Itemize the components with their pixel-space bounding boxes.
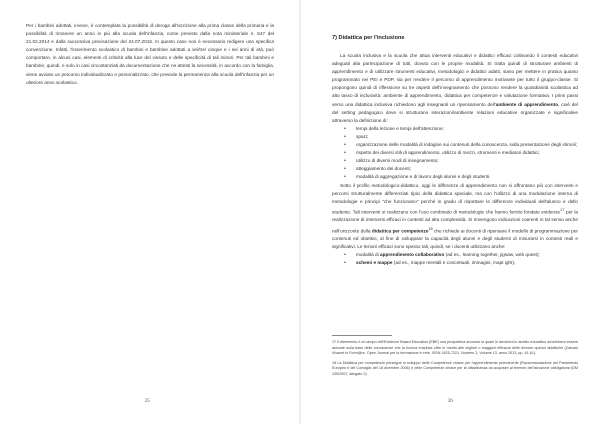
list-item: • organizzazione delle modalità di indagine sui contenuti della conoscenza, sulla presentazione degli stimoli; — [344, 141, 578, 149]
intro-text-1: La scuola inclusiva e la scuola che attua interventi educativi e didattici efficaci coltivando il contesti educativi adeguati alla partecipazione di tutti, dovuto con le proprie modalità. Si tratta quindi di strutturare ambienti di apprendimento e di utilizzare strumenti educativi, metodologici e didattici adatti, siano per mettere in pratica quanto programmato nei PEI e PDP, sia per rendere il percorso di apprendimento motivante per tutto il gruppo-classe. Si propongono quindi di riflessione su tre aspetti dell'insegnamento che possono rendere la quotidianità scolastica ad alto tasso di inclusività: ambiente di apprendimento, didattica per competenze e valutazione formativa. I primi passi verso una didattica inclusiva richiedono agli insegnanti un ripensamento dell' — [332, 53, 578, 107]
footnote-ref-17: 17 — [560, 206, 565, 212]
footnote-divider — [332, 335, 392, 336]
para2-text-2: per la realizzazione di interventi efficaci in contesti ad alta complessità. Si rinvengono indicazioni coerenti in tal senso anche nell'orizzonte della — [332, 209, 578, 234]
left-page-number: 25 — [145, 399, 150, 404]
list-item: • rispetto dei diversi stili di apprendimento, utilizzo di mezzi, strumenti e mediatori didattici; — [344, 149, 578, 157]
methodology-paragraph — [332, 182, 578, 252]
para2-text-1: Sotto il profilo metodologico-didattico, oggi le differenze di apprendimento non si affrontano più con interventi e percorsi strutturalmente differenziati tipici della didattica speciale, ma con l'utilizzo di una modulazione interna di metodologie e principi "che funzionano" perché in grado di rispettare le differenze individuali dell'alunno e dello studente. Tali interventi si realizzano con l'uso combinato di metodologie che hanno fornito fondate evidenze — [332, 182, 578, 215]
list-item — [344, 259, 578, 267]
intro-text-2: , cioè del del setting pedagogico dove si strutturano interazioni/ambiente relazioni educative organizzate e significative attraverso la definizione di: — [332, 101, 578, 123]
footnotes — [332, 340, 578, 382]
list-item — [344, 251, 578, 259]
footnote-17: 17 Il riferimento è al campo dell'Evidence Based Education (EBE) una prospettiva secondo la quale le decisioni in ambito educativo dovrebbero essere assunte sulla base delle conoscenze che la ricerca empirica offre in merito alle migliori o maggiori efficacia delle diverse opzioni didattiche (Calvani Vivanet in Form@re. Open Journal per la formazione in rete, ISSN 1825-7321, Numero 2, Volume 13, anno 2013, pp. 41-61). — [332, 340, 578, 356]
left-paragraph: Per i bambini adottati, invece, è contemplata la possibilità di deroga all'iscrizione alla prima classe della primaria e la possibilità di rimanere un anno in più alla scuola dell'infanzia, come previsto dalla nota ministeriale n. 547 del 21.02.2014 e dalla successiva precisazione del 24.07.2015. In questo caso non è necessario redigere una specifica convenzione. Infatti, l'inserimento scolastico di bambini e bambine adottati a sei/tre/ cinque e i sei anni di età, può comportare, in alcuni casi, elementi di criticità alla luce del vissuto e delle specificità di tali minori. Per tali bambini e bambine, quindi, e solo in casi circostanziati da documentazione che ne attesti la necessità, in accordo con la famiglia, viene avviato un percorso individualizzato e personalizzato, che prevede la permanenza alla scuola dell'infanzia per un ulteriore anno scolastico. — [26, 23, 274, 85]
list-item: • utilizzo di diversi modi di insegnamento; — [344, 157, 578, 165]
list-item-bold: apprendimento collaborativo — [379, 252, 445, 258]
bullet-list-1 — [332, 125, 578, 182]
para2-bold: didattica per competenze — [371, 228, 429, 234]
section-title: 7) Didattica per l'inclusione — [332, 35, 405, 41]
footnote-ref-18: 18 — [428, 225, 433, 231]
para2-text-3: che richiede ai docenti di ripensare il modello di programmazione per contenuti ed obiettivi, al fine di sviluppare la capacità degli alunni e degli studenti di misurarsi in contesti reali e significativi. Le lezioni efficaci sono spesso tali, quindi, se i docenti utilizzano anche: — [332, 228, 578, 250]
list-item: • tempi della lezione e tempi dell'attenzione; — [344, 125, 578, 133]
bullet-list-2 — [332, 251, 578, 267]
footnote-18: 18 La Didattica per competenze persegue lo sviluppo delle Competenze chiave per l'apprendimento permanente (Raccomandazione del Parlamento Europeo e del Consiglio del 18 dicembre 2006) e delle Competenze chiave per la cittadinanza da acquisire al termine dell'istruzione obbligatoria (DM 139/2007, allegato 2). — [332, 360, 578, 376]
list-item-text: (ad es., mappe mentali e concettuali, immagini, mapt ight); — [392, 260, 516, 266]
intro-paragraph — [332, 52, 578, 125]
list-item: • spazi; — [344, 133, 578, 141]
intro-bold: ambiente di apprendimento — [495, 101, 559, 107]
list-item: • modalità di aggregazione e di lavoro degli alunni e degli studenti. — [344, 173, 578, 181]
right-page-number: 26 — [448, 399, 453, 404]
right-page — [300, 0, 600, 424]
list-item-text: modalità di — [356, 252, 380, 258]
right-body — [332, 52, 578, 268]
list-item-text: (ad es., learning together, jigsaw, web quest); — [444, 252, 540, 258]
list-item-bold: schemi e mappe — [356, 260, 393, 266]
list-item: • atteggiamento dei docenti; — [344, 165, 578, 173]
